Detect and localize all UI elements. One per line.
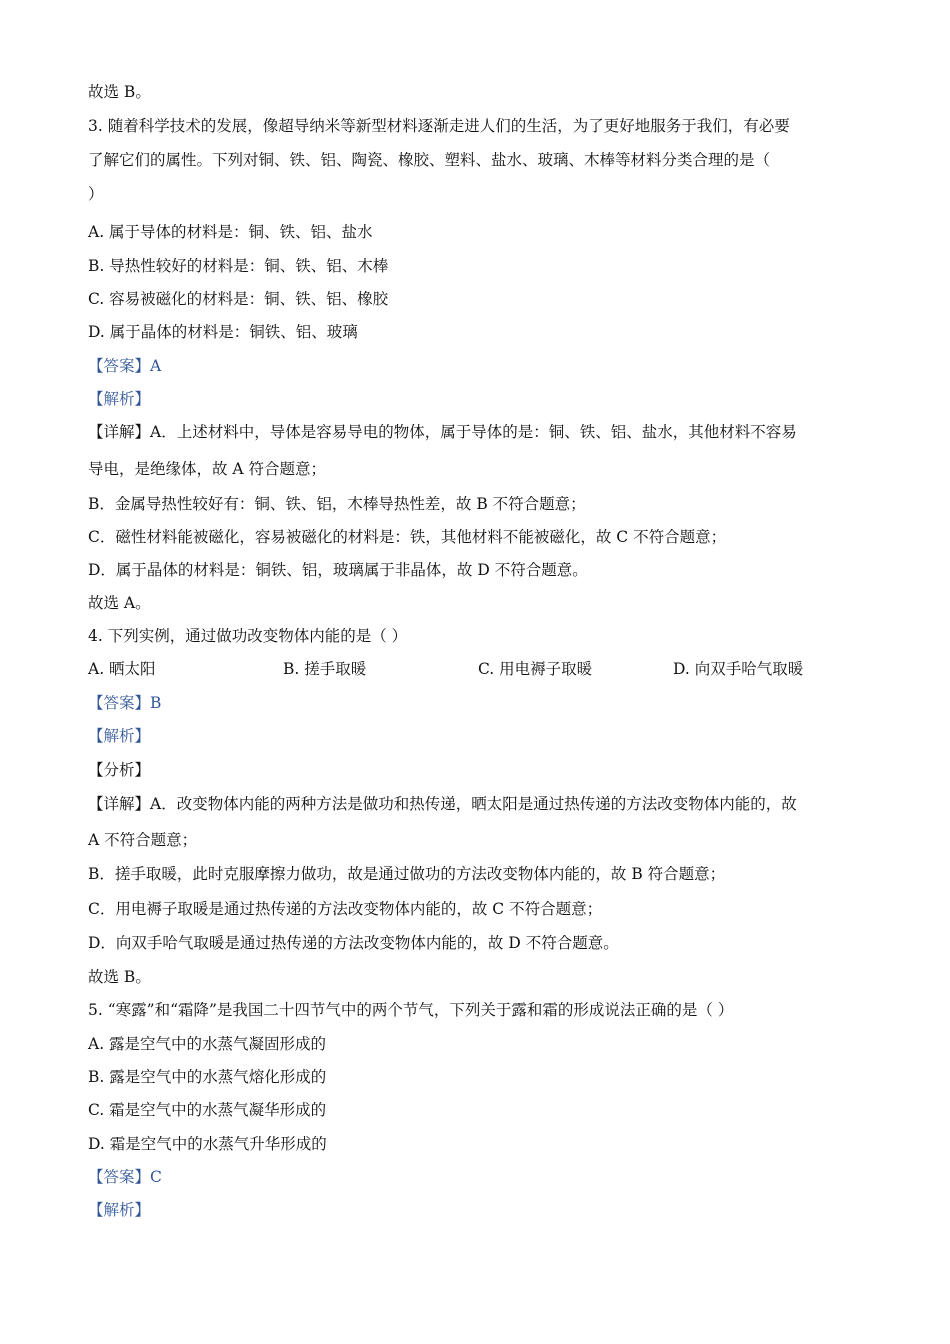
option-a: A. 晒太阳 — [88, 660, 156, 678]
detail-line: C．用电褥子取暖是通过热传递的方法改变物体内能的，故 C 不符合题意； — [88, 900, 603, 918]
detail-line: D．向双手哈气取暖是通过热传递的方法改变物体内能的，故 D 不符合题意。 — [88, 934, 619, 952]
option-b: B. 导热性较好的材料是：铜、铁、铝、木棒 — [88, 257, 389, 275]
analysis-label: 【解析】 — [88, 1201, 151, 1219]
question-3-paren: ） — [88, 185, 104, 203]
analysis-section-label: 【分析】 — [88, 761, 151, 779]
answer-label: 【答案】B — [88, 694, 162, 712]
answer-label: 【答案】C — [88, 1168, 162, 1186]
detail-line: 导电，是绝缘体，故 A 符合题意； — [88, 460, 327, 478]
analysis-label: 【解析】 — [88, 727, 151, 745]
detail-line: B．金属导热性较好有：铜、铁、铝，木棒导热性差，故 B 不符合题意； — [88, 495, 586, 513]
analysis-label: 【解析】 — [88, 390, 151, 408]
option-d: D. 霜是空气中的水蒸气升华形成的 — [88, 1135, 327, 1153]
detail-line: D．属于晶体的材料是：铜铁、铝，玻璃属于非晶体，故 D 不符合题意。 — [88, 561, 588, 579]
text-line: 故选 B。 — [88, 83, 151, 101]
detail-line: 【详解】A．改变物体内能的两种方法是做功和热传递，晒太阳是通过热传递的方法改变物体内能的，故 — [88, 795, 797, 813]
option-d: D. 属于晶体的材料是：铜铁、铝、玻璃 — [88, 323, 358, 341]
text-line: 故选 B。 — [88, 968, 151, 986]
option-c: C. 霜是空气中的水蒸气凝华形成的 — [88, 1101, 327, 1119]
detail-line: B．搓手取暖，此时克服摩擦力做功，故是通过做功的方法改变物体内能的，故 B 符合题意； — [88, 865, 726, 883]
option-c: C. 用电褥子取暖 — [478, 660, 593, 678]
detail-line: A 不符合题意； — [88, 831, 198, 849]
option-b: B. 搓手取暖 — [283, 660, 367, 678]
question-3-stem: 3. 随着科学技术的发展，像超导纳米等新型材料逐渐走进人们的生活，为了更好地服务于我们，有必要 — [88, 117, 790, 135]
option-a: A. 属于导体的材料是：铜、铁、铝、盐水 — [88, 223, 373, 241]
detail-line: C．磁性材料能被磁化，容易被磁化的材料是：铁，其他材料不能被磁化，故 C 不符合题意； — [88, 528, 727, 546]
question-3-stem-cont: 了解它们的属性。下列对铜、铁、铝、陶瓷、橡胶、塑料、盐水、玻璃、木棒等材料分类合理的是（ — [88, 151, 771, 169]
question-5-stem: 5. “寒露”和“霜降”是我国二十四节气中的两个节气，下列关于露和霜的形成说法正确的是（ ） — [88, 1001, 734, 1019]
option-b: B. 露是空气中的水蒸气熔化形成的 — [88, 1068, 327, 1086]
option-d: D. 向双手哈气取暖 — [673, 660, 804, 678]
text-line: 故选 A。 — [88, 594, 151, 612]
detail-line: 【详解】A．上述材料中，导体是容易导电的物体，属于导体的是：铜、铁、铝、盐水，其他材料不容易 — [88, 423, 797, 441]
question-4-options — [88, 659, 868, 679]
option-c: C. 容易被磁化的材料是：铜、铁、铝、橡胶 — [88, 290, 389, 308]
answer-label: 【答案】A — [88, 357, 162, 375]
option-a: A. 露是空气中的水蒸气凝固形成的 — [88, 1035, 327, 1053]
question-4-stem: 4. 下列实例，通过做功改变物体内能的是（ ） — [88, 627, 408, 645]
